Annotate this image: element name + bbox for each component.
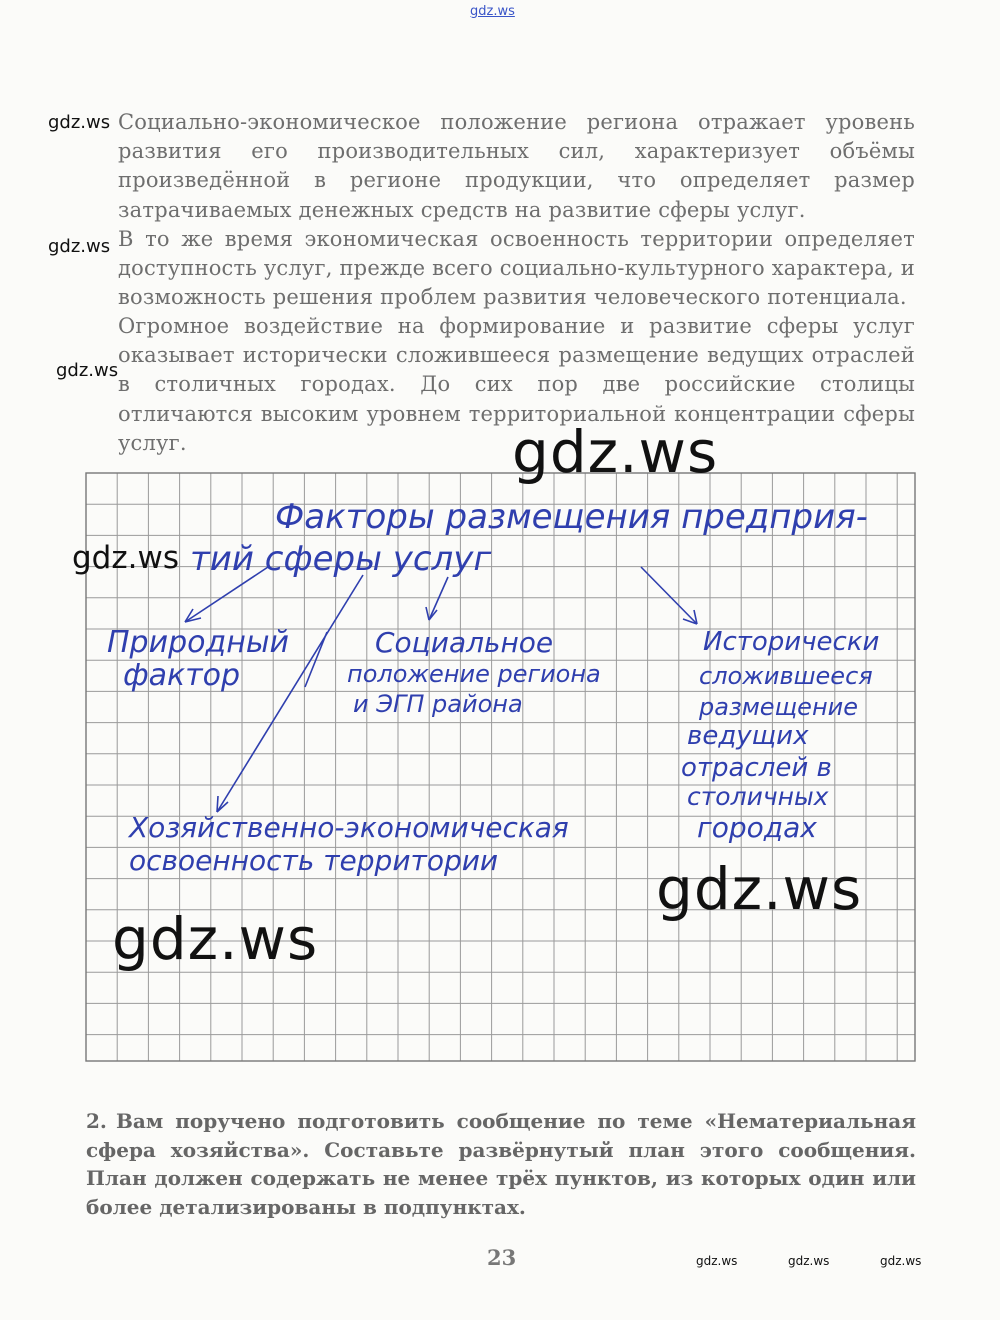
page-number: 23 [487, 1245, 517, 1270]
watermark-grid-bottom: gdz.ws [112, 905, 319, 973]
hw-natural-2: фактор [123, 658, 241, 693]
task-number: 2. [86, 1109, 107, 1133]
arrow-economic [217, 575, 363, 812]
watermark-footer-3: gdz.ws [880, 1254, 922, 1268]
watermark-top[interactable]: gdz.ws [470, 4, 515, 19]
hw-econ-2: освоенность территории [129, 844, 499, 877]
arrow-historical [641, 567, 697, 624]
hw-hist-3: размещение [699, 693, 858, 721]
watermark-grid-top: gdz.ws [512, 418, 719, 486]
watermark-margin-1: gdz.ws [48, 112, 111, 133]
hw-econ-1: Хозяйственно-экономическая [129, 811, 569, 844]
watermark-grid-left: gdz.ws [72, 540, 179, 576]
task-text: Вам поручено подготовить сообщение по теме «Нематериальная сфера хозяйства». Составьте развёрнутый план этого сообщения. План должен содержать не менее трёх пунктов, из которых один или более детализированы в подпунктах. [86, 1109, 916, 1219]
paragraph-economic-development: В то же время экономическая освоенность территории определяет доступность услуг, прежде всего социально-культурного характера, и возможность решения проблем развития человеческого потенциала. [118, 227, 915, 310]
watermark-margin-2: gdz.ws [48, 236, 111, 257]
hw-title-line2: тий сферы услуг [190, 539, 492, 579]
watermark-margin-3: gdz.ws [56, 360, 119, 381]
hw-hist-7: городах [697, 811, 817, 844]
paragraph-social-economic: Социально-экономическое положение региона отражает уровень развития его производительных сил, характеризует объёмы произведённой в регионе продукции, что определяет размер затрачиваемых денежных средств на развитие сферы услуг. [118, 110, 915, 222]
hw-hist-5: отраслей в [681, 753, 832, 783]
watermark-footer-2: gdz.ws [788, 1254, 830, 1268]
watermark-footer-1: gdz.ws [696, 1254, 738, 1268]
hw-social-1: Социальное [375, 626, 554, 659]
hw-social-2: положение региона [347, 660, 601, 688]
watermark-grid-right: gdz.ws [656, 855, 863, 923]
grid-answer-area [85, 472, 916, 1062]
hw-hist-2: сложившееся [699, 662, 873, 690]
hw-hist-6: столичных [687, 782, 829, 811]
divider-stroke [305, 632, 327, 687]
paragraph-historical-placement: Огромное воздействие на формирование и развитие сферы услуг оказывает исторически сложившееся размещение ведущих отраслей в столичных городах. До сих пор две российские столицы отличаются высоким уровнем территориальной концентрации сферы услуг. [118, 314, 915, 455]
hw-title-line1: Факторы размещения предприя- [275, 497, 868, 537]
arrow-social [429, 577, 448, 620]
task-2 [86, 1107, 916, 1221]
hw-hist-4: ведущих [687, 721, 809, 751]
hw-social-3: и ЭГП района [353, 690, 523, 718]
hw-hist-1: Исторически [703, 627, 880, 657]
hw-natural-1: Природный [107, 625, 290, 660]
